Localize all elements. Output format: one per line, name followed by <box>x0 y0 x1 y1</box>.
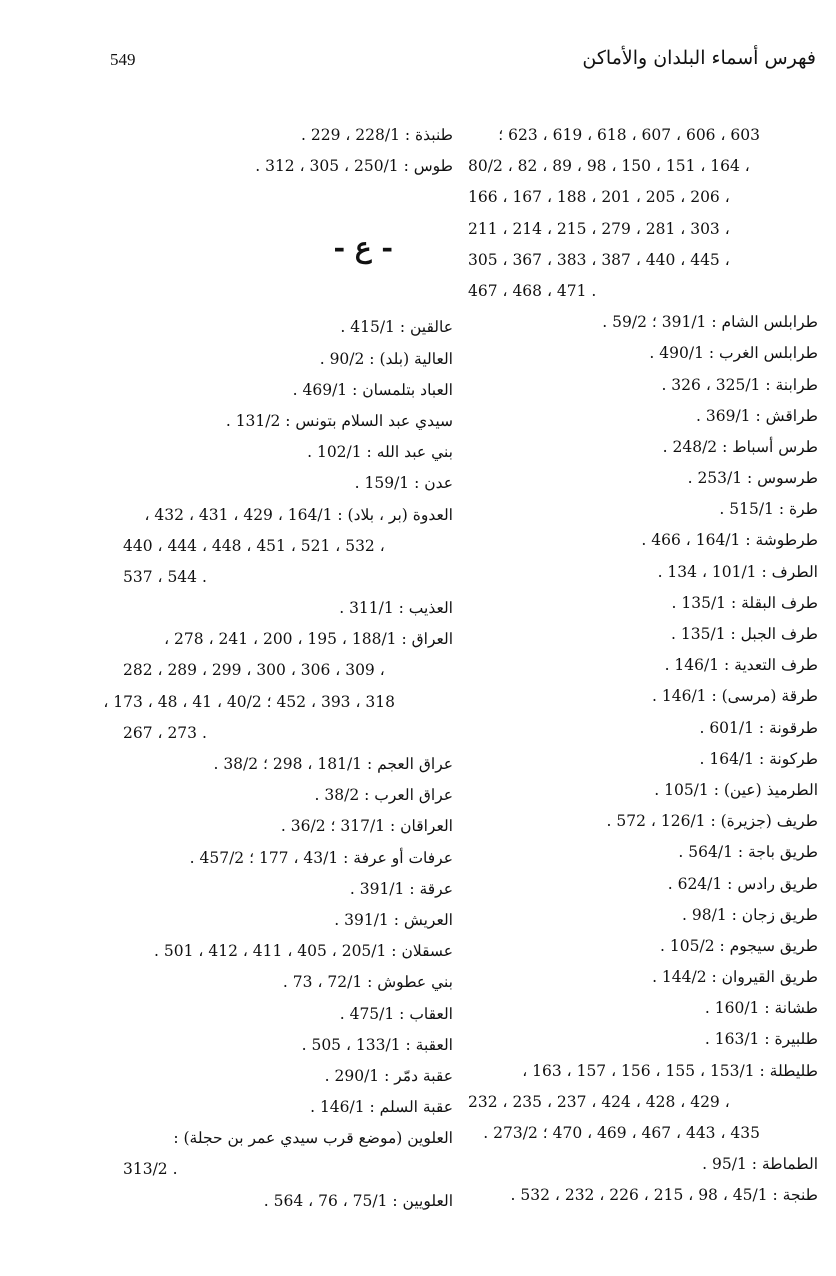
index-entry-line: العذيب : 311/1 . <box>339 599 453 618</box>
index-entry-line: طريف (جزيرة) : 126/1 ، 572 . <box>606 812 818 831</box>
index-entry-line: طريق القيروان : 144/2 . <box>652 968 818 987</box>
index-entry-line: طراقش : 369/1 . <box>696 406 818 425</box>
index-entry-line: طوس : 250/1 ، 305 ، 312 . <box>255 157 453 176</box>
index-entry-line: عراق العرب : 38/2 . <box>314 786 453 805</box>
index-entry-line: 440 ، 444 ، 448 ، 451 ، 521 ، 532 ، <box>123 536 385 555</box>
index-entry-line: عالقين : 415/1 . <box>340 318 453 337</box>
index-entry-line: طرابلس الغرب : 490/1 . <box>649 344 818 363</box>
index-entry-line: 313/2 . <box>123 1160 178 1179</box>
index-entry-line: طشانة : 160/1 . <box>704 999 818 1018</box>
index-entry-line: 80/2 ، 82 ، 89 ، 98 ، 150 ، 151 ، 164 ، <box>468 157 750 176</box>
index-entry-line: 267 ، 273 . <box>123 723 207 742</box>
index-entry-line: طنجة : 45/1 ، 98 ، 215 ، 226 ، 232 ، 532 . <box>510 1186 818 1205</box>
index-entry-line: طريق رادس : 624/1 . <box>667 874 818 893</box>
page-number: 549 <box>110 50 136 69</box>
index-entry-line: سيدي عبد السلام بتونس : 131/2 . <box>225 411 453 430</box>
index-entry-line: العقبة : 133/1 ، 505 . <box>301 1035 453 1054</box>
index-column-right <box>468 120 818 1212</box>
index-entry-line: طرسوس : 253/1 . <box>687 469 818 488</box>
index-entry-line: عقبة السلم : 146/1 . <box>310 1098 453 1117</box>
index-entry-line: الطرف : 101/1 ، 134 . <box>657 562 818 581</box>
index-entry-line: 537 ، 544 . <box>123 567 207 586</box>
index-entry-line: عراق العجم : 181/1 ، 298 ؛ 38/2 . <box>213 755 453 773</box>
index-entry-line: العريش : 391/1 . <box>334 910 453 929</box>
index-entries-ain <box>103 312 453 1216</box>
index-entry-line: طرف البقلة : 135/1 . <box>671 593 818 612</box>
index-entry-line: عقبة دمّر : 290/1 . <box>324 1066 453 1085</box>
index-entry-line: العالية (بلد) : 90/2 . <box>319 349 453 368</box>
index-entry-line: العدوة (بر ، بلاد) : 164/1 ، 429 ، 431 ، 432 ، <box>144 505 453 524</box>
index-entry-line: الطرميذ (عين) : 105/1 . <box>654 780 818 799</box>
index-entry-line: العلويين : 75/1 ، 76 ، 564 . <box>263 1191 453 1210</box>
index-entry-line: العقاب : 475/1 . <box>339 1004 453 1023</box>
index-entry-line: 166 ، 167 ، 188 ، 201 ، 205 ، 206 ، <box>468 188 730 207</box>
index-entry-line: 232 ، 235 ، 237 ، 424 ، 428 ، 429 ، <box>468 1092 730 1111</box>
index-entry-line: العراقان : 317/1 ؛ 36/2 . <box>280 817 453 836</box>
index-entry-line: طرابلس الشام : 391/1 ؛ 59/2 . <box>602 313 818 332</box>
index-entry-line: طرقونة : 601/1 . <box>699 718 818 737</box>
index-entry-line: طنبذة : 228/1 ، 229 . <box>300 126 453 144</box>
index-entry-line: طريق زجان : 98/1 . <box>682 905 818 924</box>
index-entry-line: بني عطوش : 72/1 ، 73 . <box>282 973 453 992</box>
index-entry-line: طلبيرة : 163/1 . <box>704 1030 818 1049</box>
index-entry-line: عرقة : 391/1 . <box>349 879 453 898</box>
index-entries-ta <box>123 120 453 182</box>
index-entry-line: طرس أسباط : 248/2 . <box>662 437 818 456</box>
index-entry-line: 435 ، 443 ، 467 ، 469 ، 470 ؛ 273/2 . <box>483 1124 760 1142</box>
index-entry-line: العراق : 188/1 ، 195 ، 200 ، 241 ، 278 ، <box>164 630 453 649</box>
index-entry-line: العلوين (موضع قرب سيدي عمر بن حجلة) : <box>173 1129 453 1148</box>
letter-heading-ain: - ع - <box>333 230 393 264</box>
running-head: فهرس أسماء البلدان والأماكن <box>582 47 816 69</box>
index-column-left <box>103 120 453 1217</box>
index-entry-line: طرطوشة : 164/1 ، 466 . <box>641 531 818 550</box>
index-entry-line: طرة : 515/1 . <box>719 500 818 519</box>
index-entry-line: عرفات أو عرفة : 43/1 ، 177 ؛ 457/2 . <box>189 848 453 867</box>
index-entry-line: 603 ، 606 ، 607 ، 618 ، 619 ، 623 ؛ <box>498 126 760 144</box>
index-entry-line: 467 ، 468 ، 471 . <box>468 281 597 300</box>
index-entry-line: 318 ، 393 ، 452 ؛ 40/2 ، 41 ، 48 ، 173 ، <box>103 692 395 711</box>
index-entry-line: طرف الجبل : 135/1 . <box>671 625 818 643</box>
index-entry-line: 211 ، 214 ، 215 ، 279 ، 281 ، 303 ، <box>468 219 730 238</box>
index-entry-line: 282 ، 289 ، 299 ، 300 ، 306 ، 309 ، <box>123 661 385 680</box>
index-entry-line: طريق باجة : 564/1 . <box>678 843 818 862</box>
index-entry-line: الطماطة : 95/1 . <box>702 1155 818 1174</box>
index-entry-line: 305 ، 367 ، 383 ، 387 ، 440 ، 445 ، <box>468 250 730 269</box>
index-entry-line: طرابنة : 325/1 ، 326 . <box>661 375 818 394</box>
index-entry-line: عدن : 159/1 . <box>354 474 453 493</box>
index-entry-line: طركونة : 164/1 . <box>699 749 818 768</box>
index-entry-line: طريق سيجوم : 105/2 . <box>660 936 818 955</box>
index-entry-line: عسقلان : 205/1 ، 405 ، 411 ، 412 ، 501 . <box>154 942 453 961</box>
index-entry-line: طرقة (مرسى) : 146/1 . <box>652 687 818 706</box>
index-entry-line: طرف التعدية : 146/1 . <box>664 656 818 675</box>
index-entry-line: طليطلة : 153/1 ، 155 ، 156 ، 157 ، 163 ، <box>522 1061 818 1080</box>
index-entry-line: بني عبد الله : 102/1 . <box>307 443 453 462</box>
index-entry-line: العباد بتلمسان : 469/1 . <box>292 380 453 399</box>
